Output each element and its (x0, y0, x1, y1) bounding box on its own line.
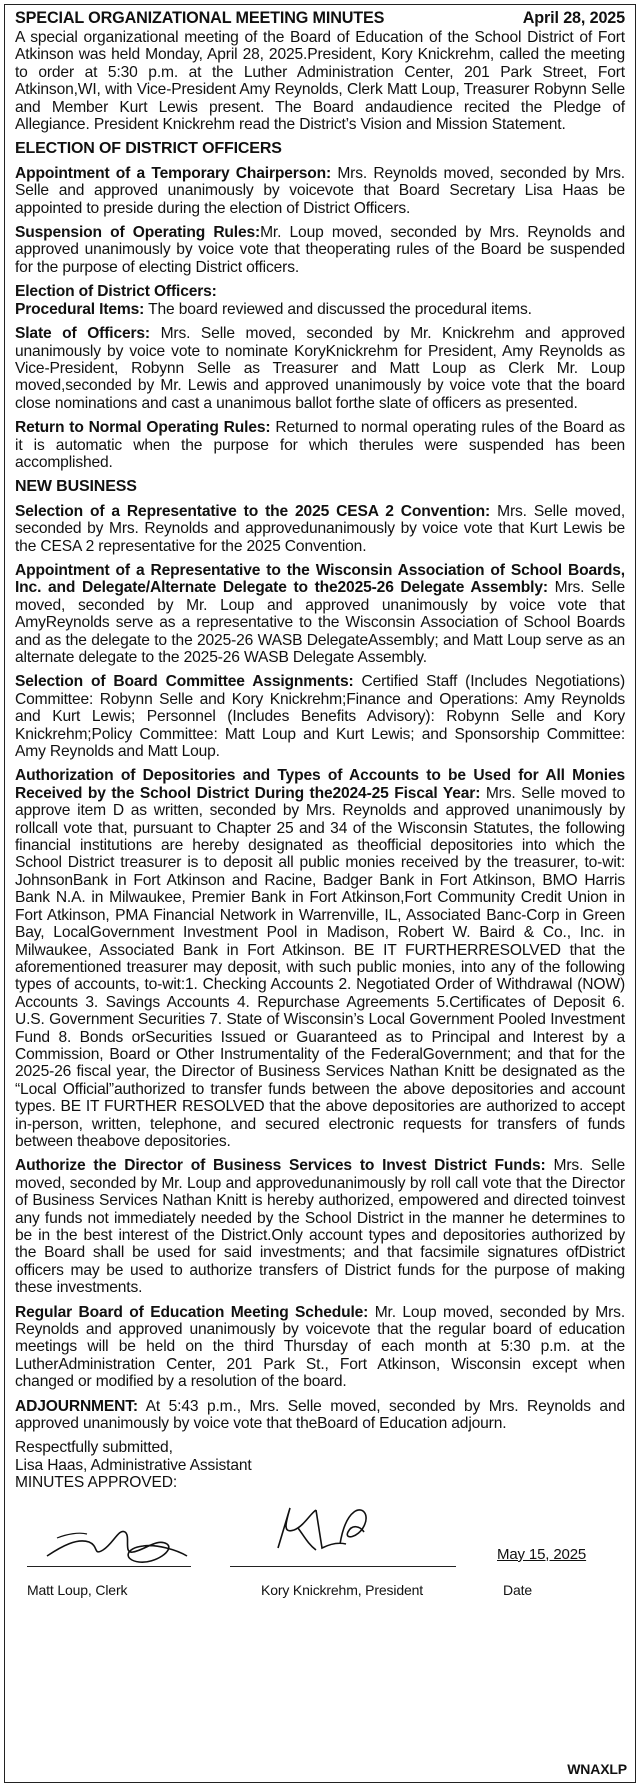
officers-paragraph (15, 283, 625, 318)
committee-paragraph (15, 673, 625, 760)
submitter-line: Lisa Haas, Administrative Assistant (15, 1456, 252, 1474)
date-label: Date (503, 1581, 532, 1598)
depositories-paragraph (15, 767, 625, 1150)
president-signature-line (230, 1566, 456, 1567)
publication-code: WNAXLP (567, 1760, 627, 1777)
adjourn-text: At 5:43 p.m., Mrs. Selle moved, seconded by Mrs. Reynolds and approved unanimously by voice vote that theBoard of Education adjourn. (15, 1397, 625, 1433)
suspension-title: Suspension of Operating Rules: (15, 224, 261, 242)
slate-title: Slate of Officers: (15, 325, 150, 343)
committee-title: Selection of Board Committee Assignments: (15, 673, 354, 691)
invest-text: Mrs. Selle moved, seconded by Mr. Loup and approvedunanimously by roll call vote that the Director of Business Services Nathan Knitt is hereby authorized, empowered and directed toinvest any funds not immediately needed by the School District in the manner he determines to be in the best interest of the District.Only account types and depositories authorized by the Board shall be used for said investments; and that facsimile signatures ofDistrict officers may be used to authorize transfers of District funds for the purpose of making these investments. (15, 1157, 625, 1297)
minutes-page (4, 4, 636, 1783)
officers-title: Election of District Officers: (15, 283, 217, 301)
wasb-title: Appointment of a Representative to the Wisconsin Association of School Boards, Inc. and Delegate/Alternate Delegate to the2025-26 Delegate Assembly: (15, 561, 625, 597)
procedural-text: The board reviewed and discussed the procedural items. (144, 300, 532, 318)
procedural-title: Procedural Items: (15, 300, 145, 318)
suspension-text: Mr. Loup moved, seconded by Mrs. Reynolds and approved unanimously by voice vote that theoperating rules of the Board be suspended for the purpose of electing District officers. (15, 224, 625, 276)
schedule-paragraph (15, 1304, 625, 1391)
slate-paragraph (15, 325, 625, 412)
president-signature (260, 1492, 400, 1562)
schedule-text: Mr. Loup moved, seconded by Mrs. Reynolds and approved unanimously by voicevote that the regular board of education meetings will be held on the third Thursday of each month at 5:30 p.m. at the LutherAdministration Center, 201 Park St., Fort Atkinson, Wisconsin except when changed or modified by a resolution of the board. (15, 1303, 626, 1391)
invest-paragraph (15, 1157, 625, 1296)
new-business-heading: NEW BUSINESS (15, 478, 137, 496)
schedule-title: Regular Board of Education Meeting Schedule: (15, 1303, 369, 1321)
temp-chair-text: Mrs. Reynolds moved, seconded by Mrs. Selle and approved unanimously by voicevote that Board Secretary Lisa Haas be appointed to preside during the election of District Officers. (15, 164, 625, 217)
temp-chair-title: Appointment of a Temporary Chairperson: (15, 164, 332, 182)
return-title: Return to Normal Operating Rules: (15, 419, 271, 437)
approved-line: MINUTES APPROVED: (15, 1474, 178, 1492)
adjourn-title: ADJOURNMENT: (15, 1397, 138, 1415)
cesa-title: Selection of a Representative to the 2025 CESA 2 Convention: (15, 502, 491, 520)
approval-date: May 15, 2025 (497, 1545, 587, 1563)
clerk-signature-line (27, 1566, 191, 1567)
election-heading: ELECTION OF DISTRICT OFFICERS (15, 140, 282, 158)
committee-text: Certified Staff (Includes Negotiations) Committee: Robynn Selle and Kory Knickrehm;Finance and Operations: Amy Reynolds and Kurt Lewis; Personnel (Includes Benefits Advisory): Robynn Selle and Kory Knickrehm;Policy Committee: Matt Loup and Kurt Lewis; and Sponsorship Committee: Amy Reynolds and Matt Loup. (15, 673, 626, 761)
intro-paragraph: A special organizational meeting of the Board of Education of the School District of Fort Atkinson was held Monday, April 28, 2025.President, Kory Knickrehm, called the meeting to order at 5:30 p.m. at the Luther Administration Center, 201 Park Street, Fort Atkinson,WI, with Vice-President Amy Reynolds, Clerk Matt Loup, Treasurer Robynn Selle and Member Kurt Lewis present. The Board andaudience recited the Pledge of Allegiance. President Knickrehm read the District’s Vision and Mission Statement. (15, 29, 625, 134)
president-label: Kory Knickrehm, President (261, 1581, 423, 1598)
signature-area (15, 1492, 625, 1712)
document-title: SPECIAL ORGANIZATIONAL MEETING MINUTES (15, 9, 385, 27)
wasb-text: Mrs. Selle moved, seconded by Mr. Loup and approved unanimously by voice vote that AmyReynolds serve as a representative to the Wisconsin Association of School Boards and as the delegate to the 2025-26 WASB DelegateAssembly; and Matt Loup serve as an alternate delegate to the 2025-26 WASB Delegate Assembly. (15, 579, 625, 666)
adjourn-paragraph (15, 1398, 625, 1433)
depositories-text: Mrs. Selle moved to approve item D as written, seconded by Mrs. Reynolds and approved unanimously by rollcall vote that, pursuant to Chapter 25 and 34 of the Wisconsin Statutes, the following financial institutions are hereby designated as theofficial depositories into which the School District treasurer is to deposit all public monies received by the treasurer, to-wit: JohnsonBank in Fort Atkinson and Racine, Badger Bank in Fort Atkinson, BMO Harris Bank N.A. in Milwaukee, Premier Bank in Fort Atkinson,Fort Community Credit Union in Fort Atkinson, PMA Financial Network in Warrenville, IL, Associated Banc-Corp in Green Bay, LocalGovernment Investment Pool in Madison, Robert W. Baird & Co., Inc. in Milwaukee, Associated Bank in Fort Atkinson. BE IT FURTHERRESOLVED that the aforementioned treasurer may deposit, with such public monies, into any of the following types of accounts, to-wit:1. Checking Accounts 2. Negotiated Order of Withdrawal (NOW) Accounts 3. Savings Accounts 4. Repurchase Agreements 5.Certificates of Deposit 6. U.S. Government Securities 7. State of Wisconsin’s Local Government Pooled Investment Fund 8. Bonds orSecurities Issued or Guaranteed as to Principal and Interest by a Commission, Board or Other Instrumentality of the FederalGovernment; and that for the 2025-26 fiscal year, the Director of Business Services Nathan Knitt be designated as the “Local Official”authorized to transfer funds between the above depositories and account types. BE IT FURTHER RESOLVED that the above depositories are authorized to accept in-person, written, telephone, and secured electronic requests for transfers of funds between theabove depositories. (15, 784, 625, 1150)
closing-block (15, 1439, 625, 1491)
clerk-label: Matt Loup, Clerk (27, 1581, 128, 1598)
slate-text: Mrs. Selle moved, seconded by Mr. Knickrehm and approved unanimously by voice vote to nominate KoryKnickrehm for President, Amy Reynolds as Vice-President, Robynn Selle as Treasurer and Matt Loup as Clerk Mr. Loup moved,seconded by Mr. Lewis and approved unanimously by voice vote that the board close nominations and cast a unanimous ballot forthe slate of officers as presented. (15, 325, 625, 412)
cesa-paragraph (15, 503, 625, 555)
return-paragraph (15, 419, 625, 471)
header (15, 8, 625, 28)
suspension-paragraph (15, 224, 625, 276)
cesa-text: Mrs. Selle moved, seconded by Mrs. Reynolds and approvedunanimously by voice vote that Kurt Lewis be the CESA 2 representative for the 2025 Convention. (15, 502, 626, 555)
submitted-line: Respectfully submitted, (15, 1439, 173, 1457)
invest-title: Authorize the Director of Business Services to Invest District Funds: (15, 1157, 546, 1175)
temp-chair-paragraph (15, 165, 625, 217)
depositories-title: Authorization of Depositories and Types of Accounts to be Used for All Monies Received by the School District During the2024-25 Fiscal Year: (15, 767, 625, 802)
meeting-date: April 28, 2025 (522, 9, 625, 27)
wasb-paragraph (15, 562, 625, 666)
return-text: Returned to normal operating rules of the Board as it is automatic when the purpose for which therules were suspended has been accomplished. (15, 419, 626, 471)
